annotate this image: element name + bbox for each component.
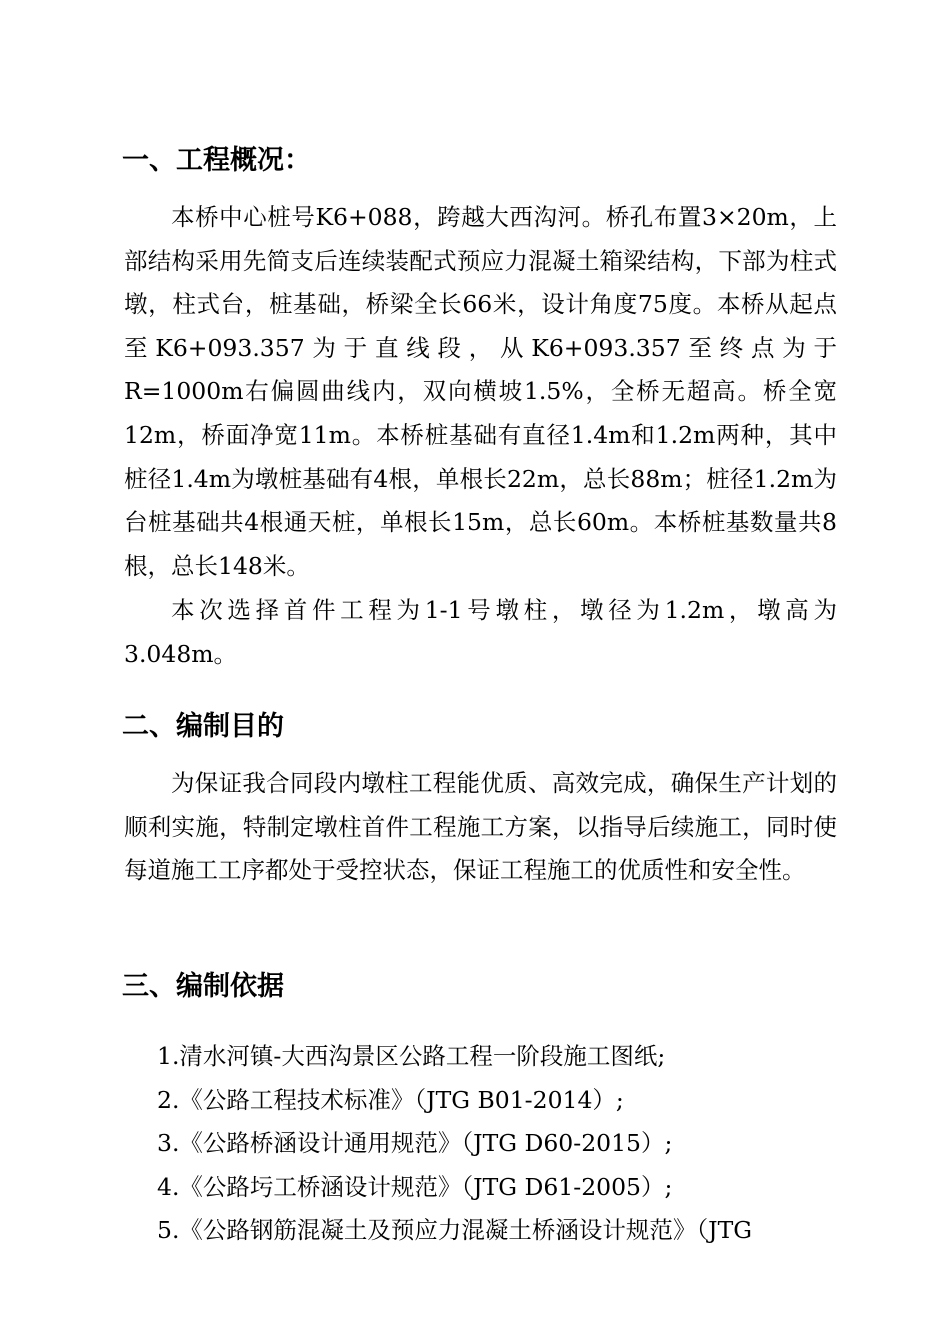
reference-item: 1.清水河镇-大西沟景区公路工程一阶段施工图纸; <box>157 1042 666 1070</box>
reference-item: 4.《公路圬工桥涵设计规范》（JTG D61-2005）; <box>157 1172 673 1201</box>
overview-paragraph: 本桥中心桩号K6+088，跨越大西沟河。桥孔布置3×20m，上部结构采用先简支后连续装配式预应力混凝土箱梁结构，下部为柱式墩，柱式台，桩基础，桥梁全长66米，设计角度75度。本桥从起点至K6+093.357为于直线段，从K6+093.357至终点为于R=1000m右偏圆曲线内，双向横坡1.5%，全桥无超高。桥全宽12m，桥面净宽11m。本桥桩基础有直径1.4m和1.2m两种，其中桩径1.4m为墩桩基础有4根，单根长22m，总长88m；桩径1.2m为台桩基础共4根通天桩，单根长15m，总长60m。本桥桩基数量共8根，总长148米。 <box>124 203 837 580</box>
section-heading-basis: 三、编制依据 <box>122 971 284 1002</box>
first-work-paragraph: 本次选择首件工程为1-1号墩柱，墩径为1.2m，墩高为3.048m。 <box>124 596 837 668</box>
reference-list <box>157 1035 847 1253</box>
reference-item: 2.《公路工程技术标准》（JTG B01-2014）; <box>157 1085 624 1114</box>
reference-item: 3.《公路桥涵设计通用规范》（JTG D60-2015）; <box>157 1129 673 1158</box>
reference-item: 5.《公路钢筋混凝土及预应力混凝土桥涵设计规范》（JTG <box>157 1216 753 1245</box>
section-heading-purpose: 二、编制目的 <box>122 711 284 742</box>
purpose-paragraph: 为保证我合同段内墩柱工程能优质、高效完成，确保生产计划的顺利实施，特制定墩柱首件工程施工方案，以指导后续施工，同时使每道施工工序都处于受控状态，保证工程施工的优质性和安全性。 <box>124 769 837 885</box>
section-heading-overview: 一、工程概况： <box>122 145 311 176</box>
